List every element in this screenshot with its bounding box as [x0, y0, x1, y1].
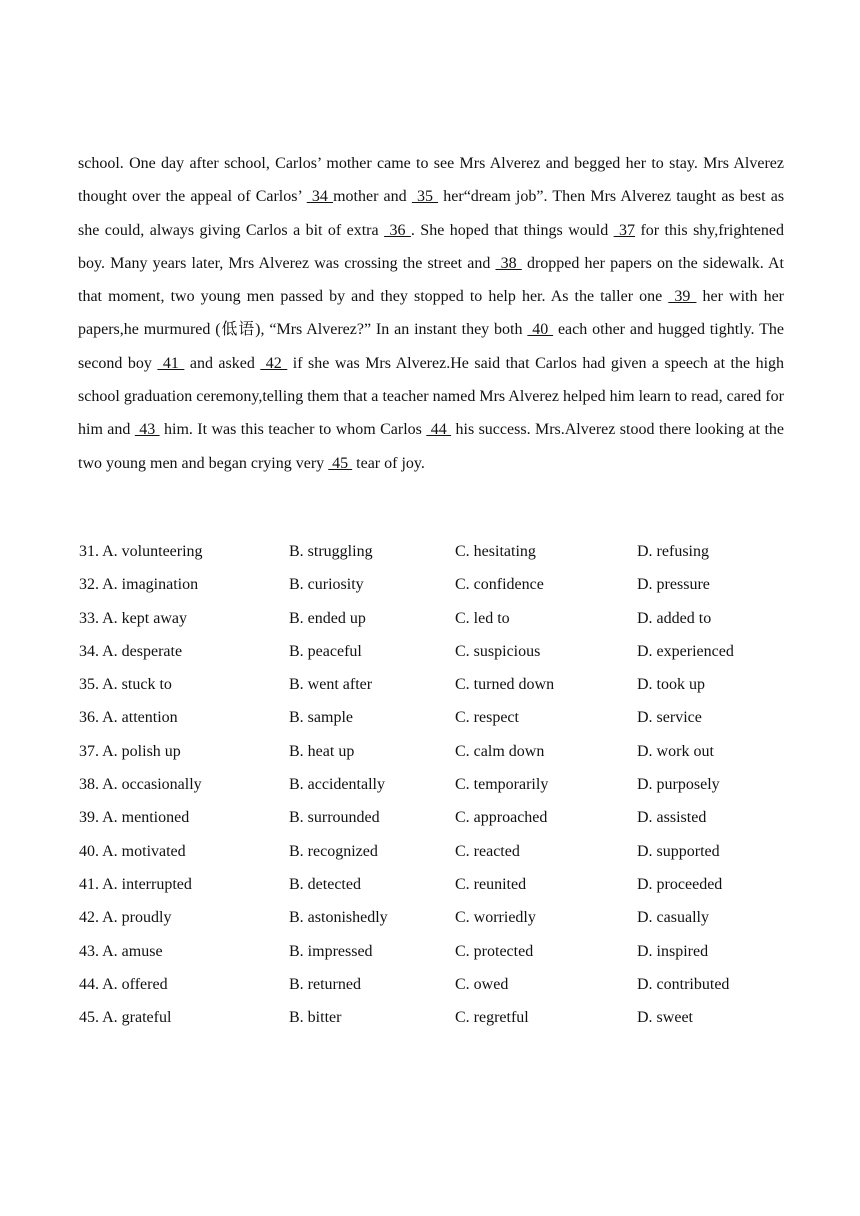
passage-text: her“dream job”. Then Mrs Alverez taught as best as she could, always giving Carlos a bit of extra	[78, 188, 785, 239]
passage-text: dropped her papers on the sidewalk. At that moment, two young men passed by and they stopped to help her. As the taller one	[78, 254, 784, 306]
option-a: 35. A. stuck to	[79, 676, 172, 694]
option-b: B. heat up	[289, 742, 355, 760]
option-c: C. turned down	[455, 676, 555, 694]
option-b: B. struggling	[289, 543, 373, 560]
question-row	[78, 704, 784, 737]
option-c: C. approached	[455, 809, 548, 827]
option-d: D. added to	[637, 609, 712, 627]
option-c: C. temporarily	[455, 776, 549, 794]
option-b: B. curiosity	[289, 576, 364, 594]
answer-blank: 42	[260, 354, 288, 372]
answer-blank: 43	[134, 421, 160, 439]
option-c: C. reacted	[455, 842, 520, 860]
passage-text: his success. Mrs.Alverez stood there looking at the two young men and began crying very	[78, 421, 785, 472]
cloze-passage	[78, 147, 784, 480]
option-a: 45. A. grateful	[79, 1009, 172, 1027]
option-a: 33. A. kept away	[79, 609, 187, 627]
question-row	[78, 538, 784, 571]
option-d: D. purposely	[637, 776, 720, 794]
option-b: B. sample	[289, 709, 353, 727]
option-d: D. supported	[637, 842, 720, 860]
option-a: 32. A. imagination	[79, 576, 199, 594]
passage-text: if she was Mrs Alverez.He said that Carlos had given a speech at the high school graduation ceremony,telling them that a teacher named Mrs Alverez helped him learn to read, cared for him and	[78, 354, 785, 439]
option-c: C. reunited	[455, 875, 527, 893]
option-c: C. respect	[455, 709, 519, 727]
option-b: B. astonishedly	[289, 909, 388, 927]
option-a: 34. A. desperate	[79, 642, 183, 660]
option-c: C. confidence	[455, 576, 544, 594]
answer-blank: 44	[426, 421, 452, 439]
option-c: C. led to	[455, 609, 510, 627]
question-row	[78, 771, 784, 804]
option-b: B. peaceful	[289, 642, 362, 660]
passage-text: him. It was this teacher to whom Carlos	[159, 421, 427, 439]
answer-blank: 34	[306, 188, 334, 206]
question-row	[78, 904, 784, 937]
option-b: B. detected	[289, 875, 361, 893]
answer-options	[78, 538, 784, 1037]
option-c: C. calm down	[455, 742, 545, 760]
question-row	[78, 938, 784, 971]
question-row	[78, 1004, 784, 1037]
question-row	[78, 605, 784, 638]
option-d: D. service	[637, 709, 702, 727]
passage-text: tear of joy.	[352, 454, 425, 472]
option-d: D. experienced	[637, 642, 734, 660]
answer-blank: 38	[495, 254, 522, 272]
answer-blank: 39	[668, 288, 697, 306]
option-d: D. contributed	[637, 975, 730, 993]
passage-text: school. One day after school, Carlos’ mother came to see Mrs Alverez and begged her to stay. Mrs Alverez thought over the appeal of Carlos’	[78, 155, 784, 206]
passage-text: and asked	[184, 354, 261, 372]
answer-blank: 36	[384, 221, 411, 239]
option-c: C. protected	[455, 942, 534, 960]
question-row	[78, 738, 784, 771]
option-b: B. bitter	[289, 1009, 342, 1027]
option-c: C. suspicious	[455, 642, 541, 660]
option-c: C. regretful	[455, 1009, 529, 1027]
option-b: B. ended up	[289, 609, 366, 627]
option-d: D. took up	[637, 676, 705, 694]
question-row	[78, 671, 784, 704]
question-row	[78, 871, 784, 904]
option-c: C. worriedly	[455, 909, 536, 927]
option-b: B. recognized	[289, 842, 378, 860]
answer-blank: 40	[527, 321, 554, 339]
passage-text: . She hoped that things would	[410, 221, 614, 239]
option-a: 40. A. motivated	[79, 842, 186, 860]
passage-text: for this shy,frightened boy. Many years later, Mrs Alverez was crossing the street and	[78, 221, 785, 272]
option-a: 36. A. attention	[79, 709, 178, 727]
option-d: D. inspired	[637, 942, 709, 960]
option-d: D. work out	[637, 742, 714, 760]
option-a: 41. A. interrupted	[79, 875, 192, 893]
option-a: 38. A. occasionally	[79, 776, 202, 794]
answer-blank: 35	[411, 188, 439, 206]
option-d: D. refusing	[637, 543, 709, 560]
answer-blank: 37	[613, 221, 636, 239]
option-a: 42. A. proudly	[79, 909, 172, 927]
option-a: 31. A. volunteering	[79, 543, 203, 560]
option-d: D. assisted	[637, 809, 707, 827]
question-row	[78, 638, 784, 671]
option-b: B. surrounded	[289, 809, 380, 827]
answer-blank: 41	[157, 354, 185, 372]
option-b: B. went after	[289, 676, 373, 694]
answer-blank: 45	[328, 454, 353, 472]
option-c: C. hesitating	[455, 543, 536, 560]
option-a: 39. A. mentioned	[79, 809, 190, 827]
option-b: B. returned	[289, 975, 361, 993]
passage-text: her with her papers,he murmured (低语), “Mrs Alverez?” In an instant they both	[78, 288, 785, 339]
question-row	[78, 971, 784, 1004]
question-row	[78, 804, 784, 837]
option-d: D. casually	[637, 909, 709, 927]
option-a: 44. A. offered	[79, 975, 168, 993]
question-row	[78, 571, 784, 604]
option-a: 43. A. amuse	[79, 942, 163, 960]
question-row	[78, 838, 784, 871]
option-b: B. impressed	[289, 942, 373, 960]
option-d: D. pressure	[637, 576, 710, 594]
option-a: 37. A. polish up	[79, 742, 181, 760]
passage-text: mother and	[333, 188, 412, 206]
passage-text: each other and hugged tightly. The second boy	[78, 321, 785, 372]
option-d: D. proceeded	[637, 875, 723, 893]
option-d: D. sweet	[637, 1009, 693, 1027]
option-b: B. accidentally	[289, 776, 385, 794]
option-c: C. owed	[455, 975, 509, 993]
